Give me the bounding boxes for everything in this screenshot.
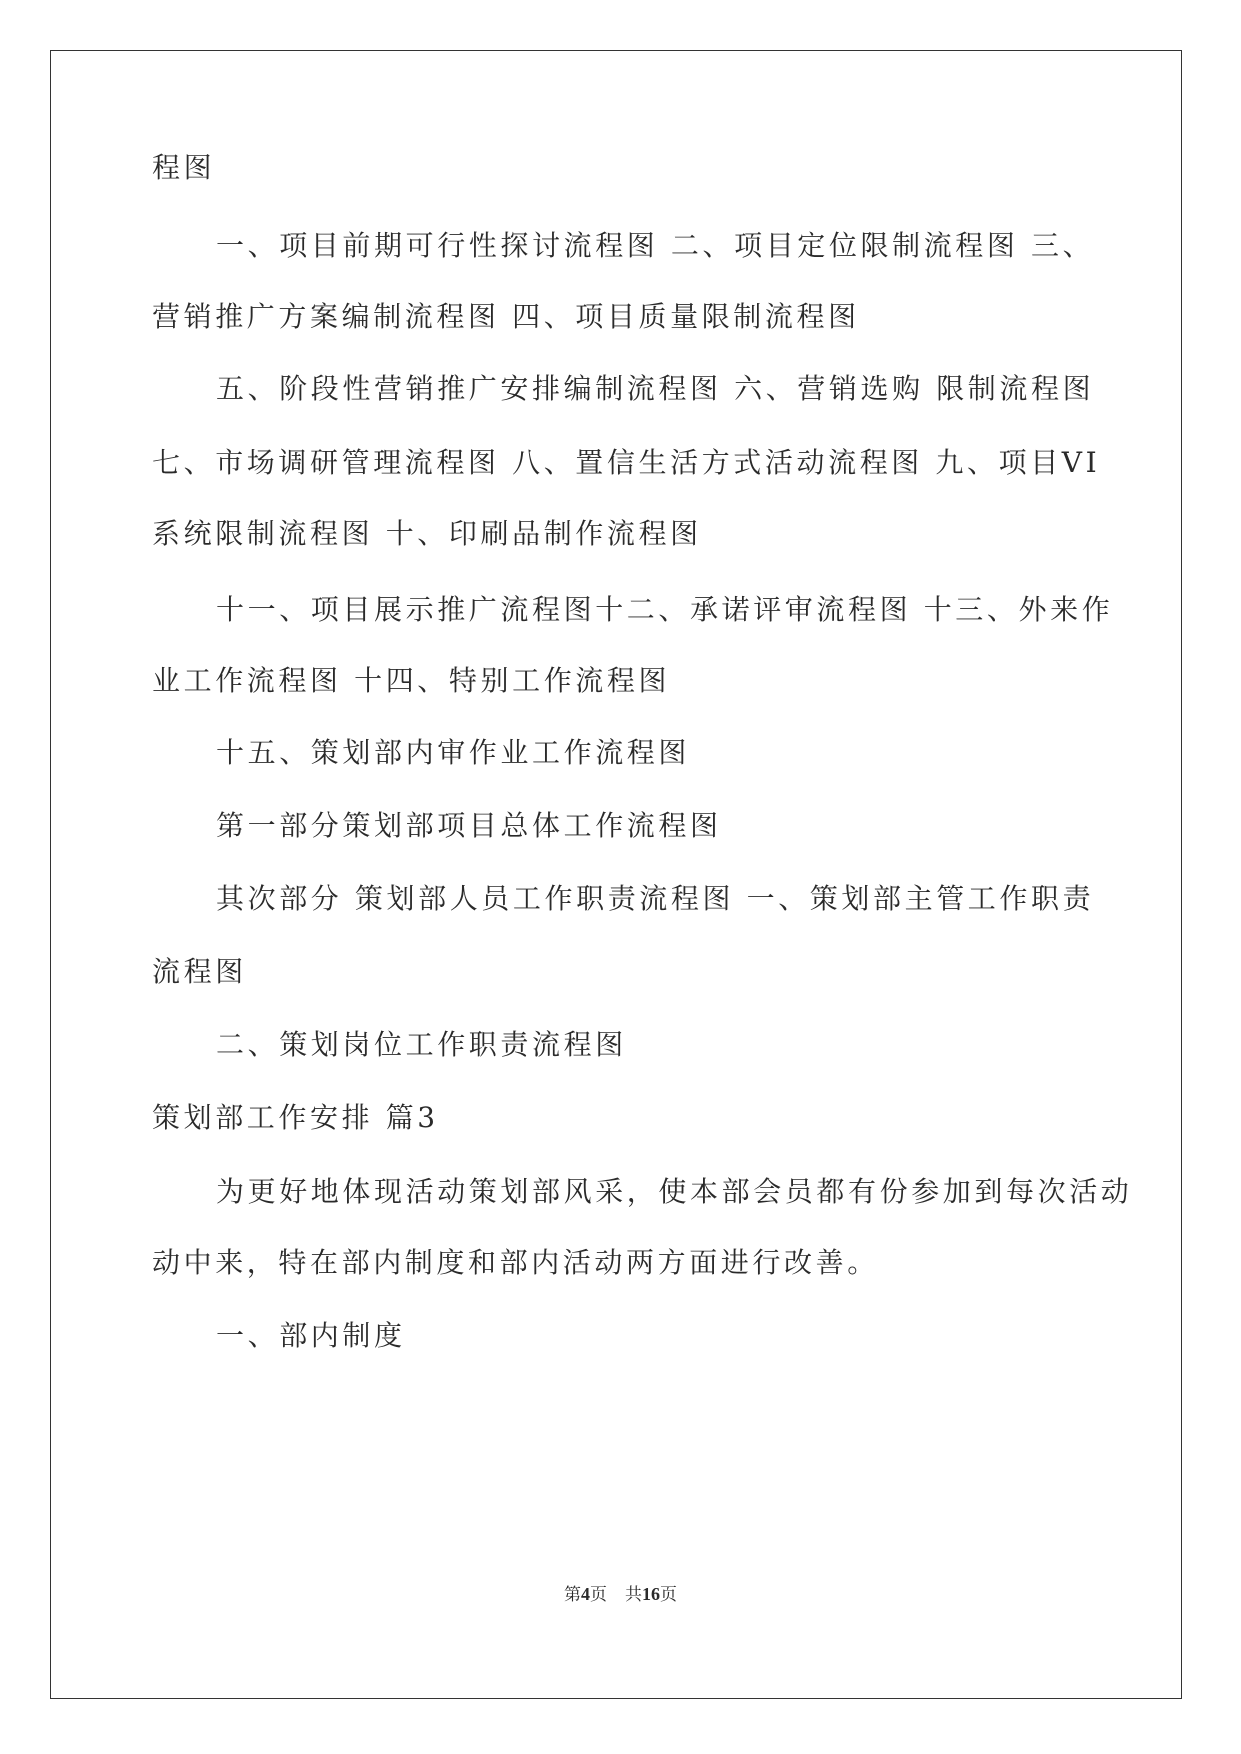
- page-footer: [0, 1582, 1241, 1607]
- text-line: 流程图: [152, 955, 247, 988]
- text-line: 为更好地体现活动策划部风采，使本部会员都有份参加到每次活动: [216, 1175, 1133, 1208]
- page-border: [50, 50, 1182, 1699]
- footer-total-suffix: 页: [660, 1585, 677, 1605]
- text-line: 其次部分 策划部人员工作职责流程图 一、策划部主管工作职责: [216, 882, 1095, 915]
- text-line: 第一部分策划部项目总体工作流程图: [216, 809, 722, 842]
- text-line: 系统限制流程图 十、印刷品制作流程图: [152, 517, 702, 550]
- text-line: 十一、项目展示推广流程图十二、承诺评审流程图 十三、外来作: [216, 593, 1114, 626]
- text-line: 十五、策划部内审作业工作流程图: [216, 736, 691, 769]
- footer-total-prefix: 共: [625, 1585, 642, 1605]
- footer-prefix: 第: [564, 1585, 581, 1605]
- text-line: 一、部内制度: [216, 1319, 406, 1352]
- section-heading: 策划部工作安排 篇3: [152, 1101, 439, 1134]
- text-line: 动中来，特在部内制度和部内活动两方面进行改善。: [152, 1246, 879, 1279]
- text-line: 一、项目前期可行性探讨流程图 二、项目定位限制流程图 三、: [216, 229, 1095, 262]
- text-line: 七、市场调研管理流程图 八、置信生活方式活动流程图 九、项目VI: [152, 446, 1101, 479]
- text-line: 营销推广方案编制流程图 四、项目质量限制流程图: [152, 300, 860, 333]
- current-page-number: 4: [581, 1584, 590, 1604]
- text-line: 五、阶段性营销推广安排编制流程图 六、营销选购 限制流程图: [216, 372, 1095, 405]
- text-line: 二、策划岗位工作职责流程图: [216, 1028, 627, 1061]
- total-pages-number: 16: [642, 1584, 660, 1604]
- text-line: 业工作流程图 十四、特别工作流程图: [152, 664, 671, 697]
- text-line: 程图: [152, 151, 216, 184]
- footer-page-suffix: 页: [590, 1585, 607, 1605]
